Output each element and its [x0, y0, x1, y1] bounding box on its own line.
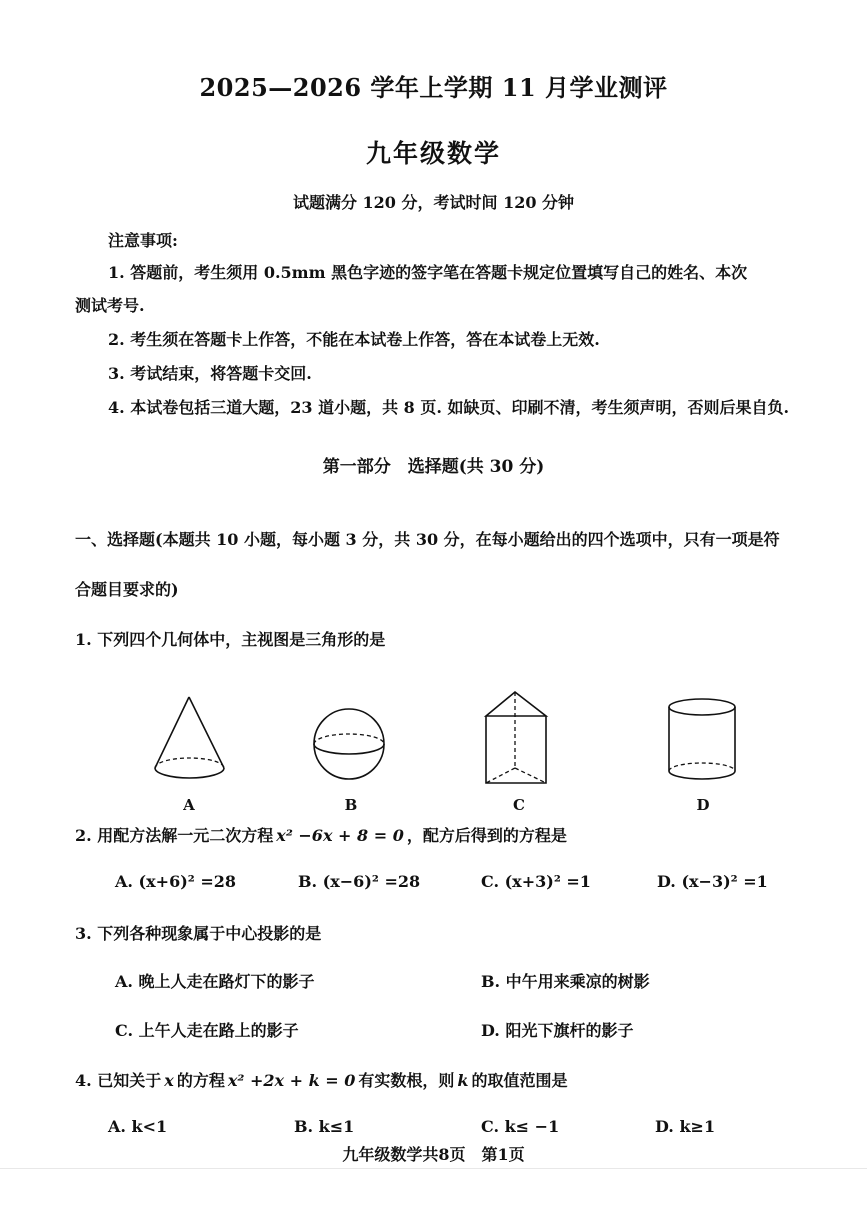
question-2-option-a[interactable]: A. (x+6)² =28 [115, 872, 237, 891]
question-4-equation: x² +2x + k = 0 [227, 1071, 356, 1090]
question-4-option-b[interactable]: B. k≤1 [294, 1117, 355, 1136]
question-4-var-k: k [457, 1071, 469, 1090]
notice-heading: 注意事项: [108, 231, 178, 250]
figure-label-c: C [513, 796, 525, 814]
triangular-prism-figure [484, 690, 550, 788]
notice-item-2: 2. 考生须在答题卡上作答，不能在本试卷上作答，答在本试卷上无效. [108, 330, 600, 349]
subject-title: 九年级数学 [365, 139, 501, 168]
question-2-stem-prefix: 2. 用配方法解一元二次方程 [75, 826, 274, 845]
question-4-option-d[interactable]: D. k≥1 [655, 1117, 716, 1136]
section-title: 第一部分 选择题(共 30 分) [322, 457, 545, 477]
sphere-figure [312, 707, 388, 783]
question-4-stem [75, 1068, 567, 1091]
question-4-stem-prefix: 4. 已知关于 [75, 1071, 162, 1090]
figure-label-d: D [696, 796, 710, 814]
question-3-stem: 3. 下列各种现象属于中心投影的是 [75, 924, 322, 943]
question-2-stem [75, 823, 567, 846]
cylinder-figure [666, 697, 740, 785]
cone-figure [150, 695, 230, 785]
exam-subtitle: 试题满分 120 分，考试时间 120 分钟 [292, 193, 575, 212]
question-4-stem-mid-1: 的方程 [176, 1071, 225, 1090]
exam-title: 2025—2026 学年上学期 11 月学业测评 [199, 73, 668, 102]
figure-label-a: A [183, 796, 195, 814]
question-1-stem: 1. 下列四个几何体中，主视图是三角形的是 [75, 630, 386, 649]
footer-divider [0, 1168, 867, 1169]
question-2-option-c[interactable]: C. (x+3)² =1 [481, 872, 591, 891]
question-2-option-d[interactable]: D. (x−3)² =1 [657, 872, 768, 891]
section-intro-line-2: 合题目要求的) [75, 580, 179, 599]
page-footer: 九年级数学共8页 第1页 [342, 1145, 525, 1164]
question-2-equation: x² −6x + 8 = 0 [276, 826, 404, 845]
question-2-option-b[interactable]: B. (x−6)² =28 [298, 872, 421, 891]
question-3-option-d[interactable]: D. 阳光下旗杆的影子 [481, 1021, 634, 1040]
question-4-option-a[interactable]: A. k<1 [108, 1117, 168, 1136]
section-intro-line-1: 一、选择题(本题共 10 小题，每小题 3 分，共 30 分，在每小题给出的四个选项中，只有一项是符 [75, 530, 780, 549]
question-2-stem-suffix: ，配方后得到的方程是 [406, 826, 567, 845]
question-4-option-c[interactable]: C. k≤ −1 [481, 1117, 560, 1136]
figure-label-b: B [344, 796, 358, 814]
question-3-option-a[interactable]: A. 晚上人走在路灯下的影子 [115, 972, 315, 991]
question-3-option-b[interactable]: B. 中午用来乘凉的树影 [481, 972, 650, 991]
question-4-stem-suffix: 的取值范围是 [471, 1071, 568, 1090]
notice-item-3: 3. 考试结束，将答题卡交回. [108, 364, 312, 383]
question-4-stem-mid-2: 有实数根，则 [358, 1071, 455, 1090]
question-4-var-x: x [164, 1071, 174, 1090]
question-3-option-c[interactable]: C. 上午人走在路上的影子 [115, 1021, 299, 1040]
notice-item-4: 4. 本试卷包括三道大题，23 道小题，共 8 页. 如缺页、印刷不清，考生须声明，否则后果自负. [108, 398, 790, 417]
notice-item-1-line-2: 测试考号. [75, 296, 145, 315]
notice-item-1-line-1: 1. 答题前，考生须用 0.5mm 黑色字迹的签字笔在答题卡规定位置填写自己的姓名、本次 [108, 263, 748, 282]
